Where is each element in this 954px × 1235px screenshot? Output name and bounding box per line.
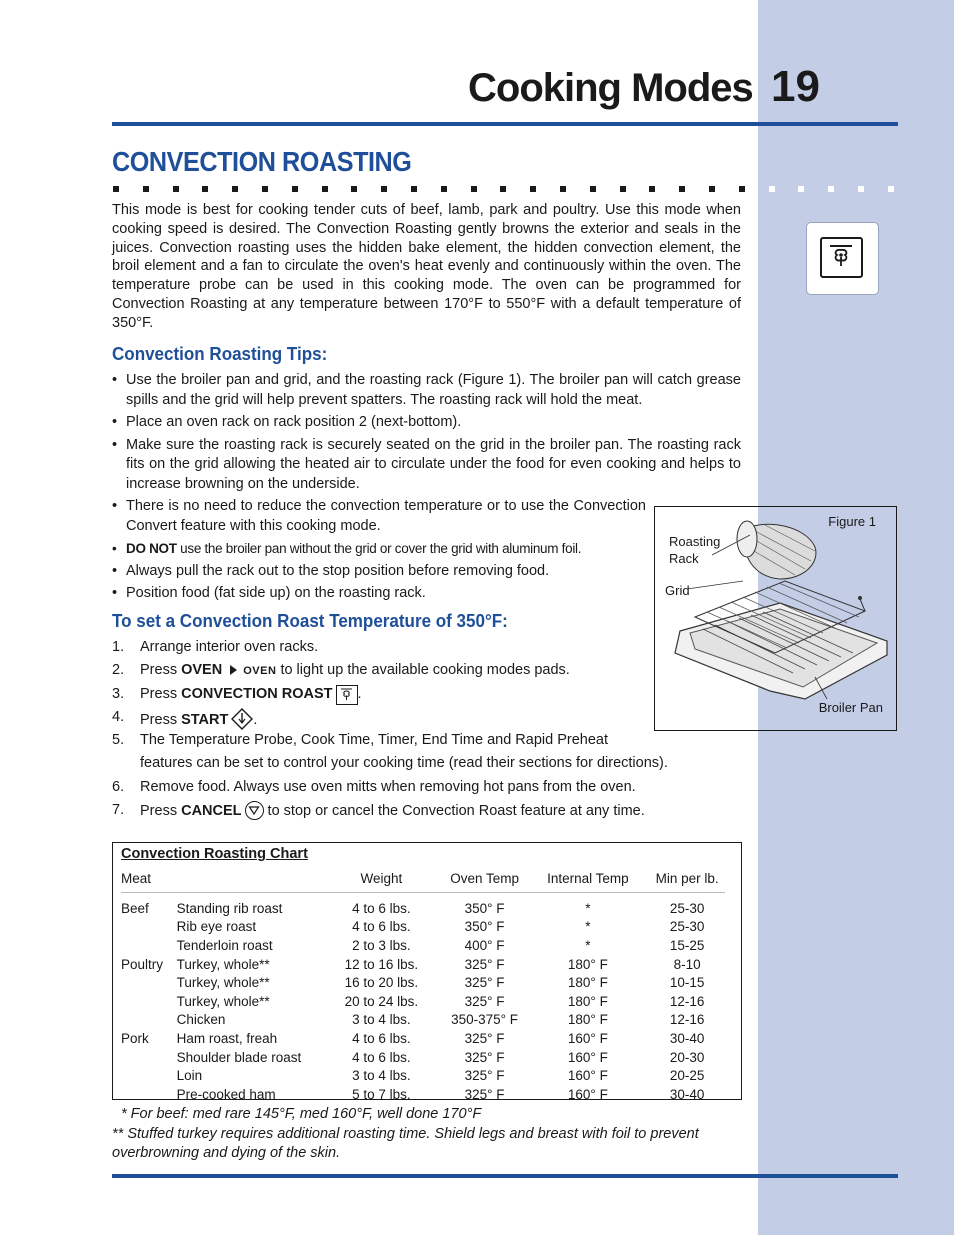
label-broiler-pan: Broiler Pan (818, 700, 883, 715)
table-cell: 4 to 6 lbs. (352, 1030, 411, 1046)
table-cell (113, 1085, 177, 1104)
divider-dot (471, 186, 477, 192)
table-cell: 325° F (464, 1049, 505, 1065)
table-cell: 180° F (567, 956, 608, 972)
table-cell: 16 to 20 lbs. (344, 975, 419, 991)
figure-caption: Figure 1 (828, 514, 876, 529)
table-cell: 20-30 (669, 1049, 705, 1065)
step-item (112, 801, 732, 824)
list-item: • Use the broiler pan and grid, and the roasting rack (Figure 1). The broiler pan will catch grease spills and the grid will help prevent spatters. The roasting rack will hold the meat. (112, 371, 741, 410)
table-cell: 12 to 16 lbs. (344, 956, 419, 972)
broiler-pan-illustration (655, 507, 896, 730)
table-cell: 325° F (464, 975, 505, 991)
table-cell: 400° F (464, 937, 505, 953)
table-row (113, 992, 741, 1011)
table-cell: 30-40 (669, 1030, 705, 1046)
table-cell (113, 1011, 177, 1030)
table-cell: 25-30 (669, 900, 705, 916)
table-row (113, 1029, 741, 1048)
table-cell: 325° F (464, 993, 505, 1009)
step-number: 4. (112, 708, 125, 725)
table-cell: 12-16 (669, 993, 705, 1009)
col-header-oven-temp: Oven Temp (450, 870, 519, 886)
start-key-label: START (181, 711, 229, 728)
step-text: . (357, 685, 362, 702)
table-cell: 25-30 (669, 919, 705, 935)
table-cell: Ham roast, freah (176, 1030, 278, 1046)
col-header-cut (177, 867, 336, 889)
table-cell: 4 to 6 lbs. (352, 1049, 411, 1065)
divider-dot (232, 186, 238, 192)
list-item: • Make sure the roasting rack is securely seated on the grid in the broiler pan. The roasting rack fits on the grid allowing the heated air to circulate under the food for even cooking and helps to increase browning on the underside. (112, 436, 741, 495)
step-text: . (253, 711, 258, 728)
col-header-meat: Meat (121, 870, 152, 886)
table-cell: Pre-cooked ham (176, 1086, 276, 1102)
section-title: CONVECTION ROASTING (112, 146, 412, 177)
table-cell: 180° F (567, 975, 608, 991)
table-cell: 12-16 (669, 1012, 705, 1028)
step-text: Press (140, 803, 182, 820)
table-cell: 15-25 (669, 937, 705, 953)
table-row (113, 955, 741, 974)
table-cell: Rib eye roast (176, 919, 257, 935)
list-item (112, 539, 646, 559)
table-cell: Standing rib roast (176, 900, 283, 916)
step-text: Press (140, 662, 182, 679)
step-item (112, 685, 732, 708)
step-item (112, 708, 732, 731)
table-cell: 30-40 (669, 1086, 705, 1102)
table-cell (113, 992, 177, 1011)
step-item (112, 638, 732, 661)
header-rule (112, 122, 898, 126)
chapter-title: Cooking Modes (468, 66, 753, 110)
chart-table (113, 867, 741, 1104)
table-cell: 4 to 6 lbs. (352, 919, 411, 935)
table-cell: * (585, 919, 591, 935)
table-row (113, 1066, 741, 1085)
table-cell: 325° F (464, 956, 505, 972)
convection-roast-icon (806, 222, 879, 295)
divider-dot (292, 186, 298, 192)
tips-heading: Convection Roasting Tips: (112, 343, 328, 364)
steps-heading: To set a Convection Roast Temperature of 350°F: (112, 610, 508, 631)
table-cell (113, 1048, 177, 1067)
divider-dot (560, 186, 566, 192)
page-number: 19 (771, 62, 820, 111)
step-text: to stop or cancel the Convection Roast feature at any time. (263, 803, 645, 820)
table-cell: Chicken (176, 1012, 226, 1028)
divider-dot (322, 186, 328, 192)
table-row (113, 1011, 741, 1030)
step-text: Press (140, 685, 182, 702)
divider-dot (888, 186, 894, 192)
table-cell (113, 918, 177, 937)
table-cell: 5 to 7 lbs. (352, 1086, 411, 1102)
col-header-weight: Weight (360, 870, 403, 886)
table-cell: Shoulder blade roast (176, 1049, 302, 1065)
oven-key-label: OVEN (181, 662, 223, 679)
table-cell: 3 to 4 lbs. (352, 1012, 411, 1028)
divider-dot (798, 186, 804, 192)
table-cell: Turkey, whole** (176, 975, 270, 991)
table-cell: Beef (121, 900, 149, 916)
table-cell (113, 973, 177, 992)
table-cell: 180° F (567, 993, 608, 1009)
divider-dot (411, 186, 417, 192)
table-cell: 20-25 (669, 1068, 705, 1084)
table-cell: 10-15 (669, 975, 705, 991)
step-number: 6. (112, 779, 125, 796)
divider-dot (441, 186, 447, 192)
table-cell: Pork (121, 1030, 149, 1046)
oven-pad-icon: OVEN (243, 665, 277, 678)
table-row (113, 973, 741, 992)
step-text: Press (140, 711, 182, 728)
divider-dot (202, 186, 208, 192)
step-text: to light up the available cooking modes pads. (280, 662, 570, 679)
table-cell: 160° F (567, 1086, 608, 1102)
divider-dot (739, 186, 745, 192)
step-text-continued: features can be set to control your cooking time (read their sections for directions). (140, 754, 668, 771)
chart-title: Convection Roasting Chart (121, 846, 308, 862)
table-cell: Loin (176, 1068, 203, 1084)
list-item: • Always pull the rack out to the stop position before removing food. (112, 562, 646, 582)
table-cell: 20 to 24 lbs. (344, 993, 419, 1009)
list-item: • Position food (fat side up) on the roasting rack. (112, 584, 646, 604)
divider-dot (649, 186, 655, 192)
col-header-internal-temp: Internal Temp (547, 870, 629, 886)
divider-dot (858, 186, 864, 192)
tips-list (112, 371, 741, 607)
table-cell: * (585, 900, 591, 916)
table-cell: Tenderloin roast (176, 937, 273, 953)
step-number: 2. (112, 662, 125, 679)
table-cell: 350-375° F (451, 1012, 519, 1028)
divider-dot (828, 186, 834, 192)
table-cell (113, 1066, 177, 1085)
divider-dot (173, 186, 179, 192)
step-number: 1. (112, 639, 125, 655)
divider-dot (769, 186, 775, 192)
divider-dot (351, 186, 357, 192)
table-row (113, 1085, 741, 1104)
list-item-text: use the broiler pan without the grid or cover the grid with aluminum foil. (180, 541, 582, 556)
divider-dot (113, 186, 119, 192)
divider-dot (500, 186, 506, 192)
table-cell: * (585, 937, 591, 953)
convection-roast-pad-icon (336, 685, 358, 705)
step-text: Remove food. Always use oven mitts when removing hot pans from the oven. (140, 779, 636, 796)
divider-dot (530, 186, 536, 192)
table-row (113, 936, 741, 955)
table-cell: Turkey, whole** (176, 956, 270, 972)
do-not-label: DO NOT (126, 541, 177, 556)
footnote-beef: * For beef: med rare 145°F, med 160°F, well done 170°F (121, 1106, 482, 1122)
table-row (113, 1048, 741, 1067)
table-cell (113, 936, 177, 955)
cancel-icon (245, 801, 264, 820)
table-cell: 350° F (464, 900, 505, 916)
footer-rule (112, 1174, 898, 1178)
cancel-key-label: CANCEL (181, 803, 242, 820)
table-cell: 3 to 4 lbs. (352, 1068, 411, 1084)
table-row (113, 918, 741, 937)
table-cell: 160° F (567, 1030, 608, 1046)
divider-dot (381, 186, 387, 192)
footnote-turkey: ** Stuffed turkey requires additional roasting time. Shield legs and breast with foil to prevent overbrowning and dying of the skin. (112, 1125, 699, 1161)
table-cell: 4 to 6 lbs. (352, 900, 411, 916)
table-cell: 325° F (464, 1086, 505, 1102)
table-cell: 8-10 (673, 956, 701, 972)
table-row (113, 889, 741, 918)
play-arrow-icon (230, 665, 237, 675)
divider-dot (679, 186, 685, 192)
table-cell: 350° F (464, 919, 505, 935)
table-header-row (113, 867, 741, 889)
table-cell: 325° F (464, 1068, 505, 1084)
start-icon (231, 708, 253, 730)
label-roasting: Roasting (669, 534, 721, 549)
step-item (112, 731, 732, 778)
table-cell: Turkey, whole** (176, 993, 270, 1009)
divider-dot (620, 186, 626, 192)
table-cell: 180° F (567, 1012, 608, 1028)
step-item (112, 778, 732, 801)
convection-roasting-chart (112, 842, 742, 1100)
dotted-divider (113, 186, 903, 194)
step-number: 7. (112, 802, 125, 819)
table-cell: 160° F (567, 1068, 608, 1084)
divider-dot (143, 186, 149, 192)
table-cell: 160° F (567, 1049, 608, 1065)
step-text: Arrange interior oven racks. (140, 639, 319, 655)
steps-list (112, 638, 732, 825)
table-cell: 2 to 3 lbs. (352, 937, 411, 953)
list-item: • Place an oven rack on rack position 2 (next-bottom). (112, 413, 741, 433)
divider-dot (590, 186, 596, 192)
divider-dot (262, 186, 268, 192)
col-header-min-per-lb: Min per lb. (655, 870, 719, 886)
label-rack: Rack (669, 551, 699, 566)
intro-paragraph: This mode is best for cooking tender cuts of beef, lamb, park and poultry. Use this mode when cooking speed is desired. The Convection Roasting gently browns the exterior and seals in the juices. Convection roasting uses the hidden bake element, the hidden convection element, the broil element and a fan to circulate the oven's heat evenly and continuously within the oven. The temperature probe can be used in this cooking mode. The oven can be programmed for Convection Roasting at any temperature between 170°F to 550°F with a default temperature of 350°F. (112, 202, 741, 331)
step-number: 3. (112, 685, 125, 702)
figure-broiler-pan (654, 506, 897, 731)
step-item (112, 661, 732, 684)
table-cell: Poultry (121, 956, 164, 972)
divider-dot (709, 186, 715, 192)
footnotes (112, 1105, 752, 1164)
table-cell: 325° F (464, 1030, 505, 1046)
label-grid: Grid (665, 583, 690, 598)
step-text: The Temperature Probe, Cook Time, Timer, End Time and Rapid Preheat (140, 732, 608, 749)
convection-roast-key-label: CONVECTION ROAST (181, 685, 333, 702)
step-number: 5. (112, 732, 125, 749)
list-item: • There is no need to reduce the convection temperature or to use the Convection Convert feature with this cooking mode. (112, 497, 646, 536)
